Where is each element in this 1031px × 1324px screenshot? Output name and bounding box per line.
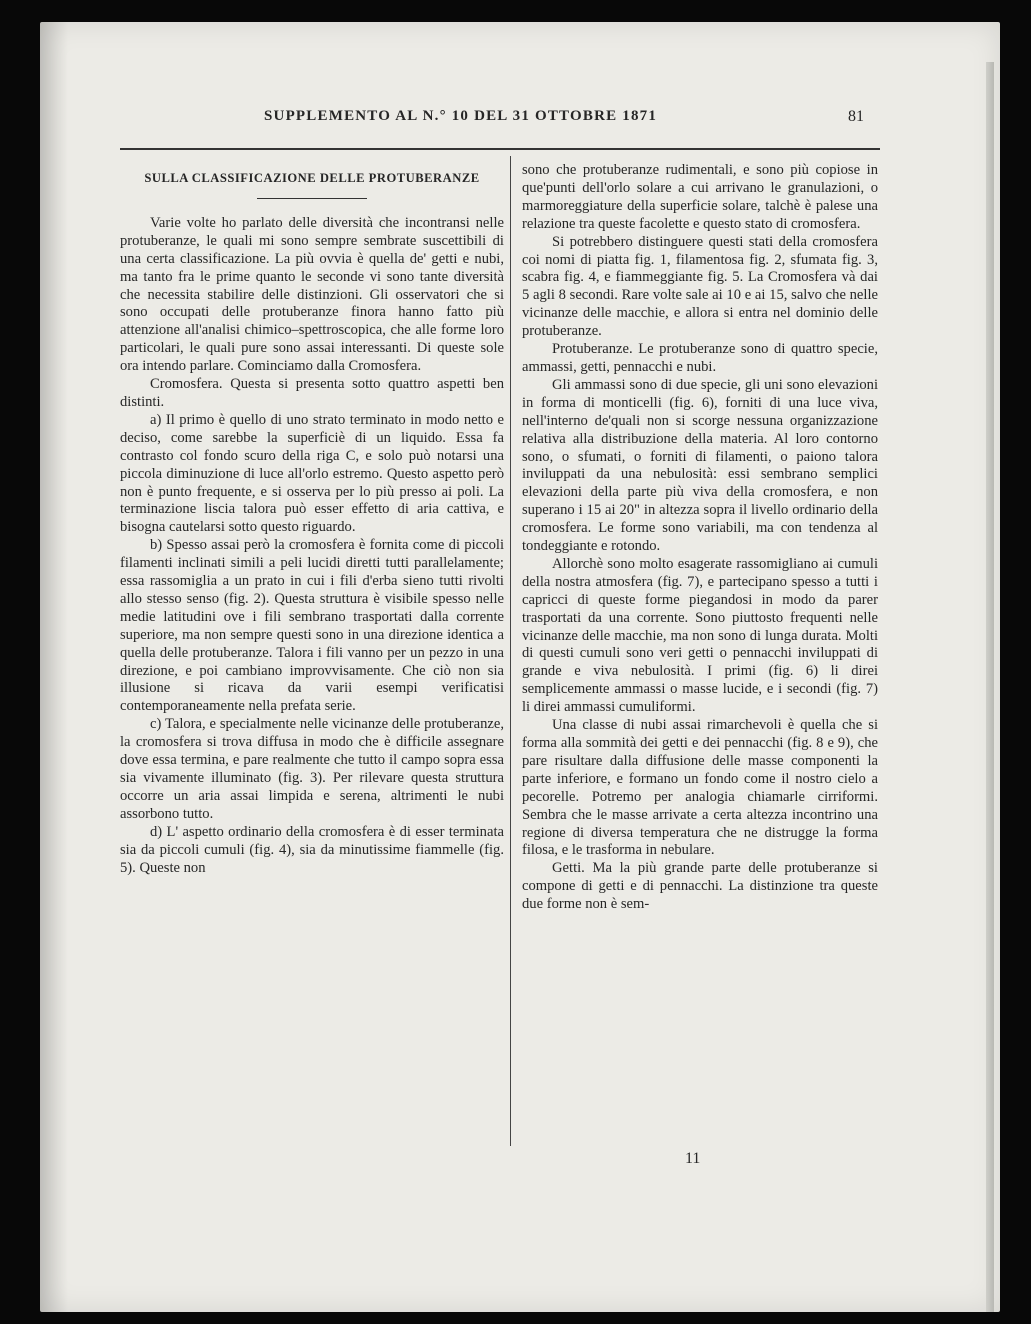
paragraph: Protuberanze. Le protuberanze sono di quattro specie, ammassi, getti, pennacchi e nubi. (522, 341, 878, 375)
gutter-shadow (40, 22, 68, 1312)
header-rule (120, 148, 880, 150)
column-divider (510, 156, 511, 1146)
paragraph: c) Talora, e specialmente nelle vicinanze delle protuberanze, la cromosfera si trova diffusa in modo che è difficile assegnare dove essa termina, e pare realmente che tutto il campo sopra essa sia vivamente illuminato (fig. 3). Per rilevare questa struttura occorre un aria assai limpida e serena, altrimenti le nubi assorbono tutto. (120, 716, 504, 822)
running-header (116, 106, 864, 134)
paragraph: d) L' aspetto ordinario della cromosfera è di esser terminata sia da piccoli cumuli (fig. 4), sia da minutissime fiammelle (fig. 5). Queste non (120, 823, 504, 876)
paragraph: Cromosfera. Questa si presenta sotto quattro aspetti ben distinti. (120, 376, 504, 410)
paragraph: b) Spesso assai però la cromosfera è fornita come di piccoli filamenti inclinati simili a peli lucidi diretti tutti parallelamente; essa rassomiglia a un prato in cui i fili d'erba sieno tutti rivolti allo stesso senso (fig. 2). Questa struttura è visibile spesso nelle medie latitudini ove i fili sembrano trasportati dalla corrente superiore, ma non sempre questi sono in una direzione identica a quella delle protuberanze. Talora i fili vanno per un pezzo in una direzione, e poi cambiano improvvisamente. Che ciò non sia illusione si ricava da varii esempi verificatisi contemporaneamente nella prefata serie. (120, 537, 504, 715)
paragraph: Gli ammassi sono di due specie, gli uni sono elevazioni in forma di monticelli (fig. 6), forniti di una luce viva, nell'interno de'quali non si scorge nessuna organizzazione relativa alla distribuzione della materia. Al loro contorno sono, o sfumati, o forniti di filamenti, o paiono talora inviluppati da una nebulosità: essi sembrano semplici elevazioni della parte più viva della cromosfera, e non superano i 15 ai 20" in altezza sopra il livello ordinario della cromosfera. Le forme sono variabili, ma con tendenza al tondeggiante e rotondo. (522, 376, 878, 555)
title-rule (257, 198, 367, 199)
section-title: SULLA CLASSIFICAZIONE DELLE PROTUBERANZE (144, 171, 480, 185)
right-column (522, 162, 878, 914)
paragraph: Allorchè sono molto esagerate rassomigliano ai cumuli della nostra atmosfera (fig. 7), e partecipano spesso a tutti i capricci di queste forme piegandosi in modo da parer trasportati da una corrente. Sono piuttosto frequenti nelle vicinanze delle macchie, ma non sono di lunga durata. Molti di questi cumuli sono veri getti o pennacchi inviluppati di grande e viva nebulosità. I primi (fig. 6) li direi semplicemente ammassi o masse lucide, e i secondi (fig. 7) li direi ammassi cumuliformi. (522, 555, 878, 716)
page-edge (986, 62, 994, 1312)
page-number: 81 (848, 108, 864, 125)
paragraph: Si potrebbero distinguere questi stati della cromosfera coi nomi di piatta fig. 1, filamentosa fig. 2, sfumata fig. 3, scabra fig. 4, e fiammeggiante fig. 5. La Cromosfera và dai 5 agli 8 secondi. Rare volte sale ai 10 e ai 15, salvo che nelle vicinanze delle macchie, e allora si entra nel dominio delle protuberanze. (522, 233, 878, 340)
paragraph: Varie volte ho parlato delle diversità che incontransi nelle protuberanze, le quali mi sono sempre sembrate suscettibili di una certa classificazione. La più ovvia è quella de' getti e nubi, ma tanto fra le prime quanto le seconde vi sono tante diversità che necessita stabilire delle distinzioni. Gli osservatori che si sono occupati delle protuberanze finora hanno fatto più attenzione all'analisi chimico–spettroscopica, che alle forme loro particolari, le quali pure sono assai interessanti. Di queste sole ora intendo parlare. Cominciamo dalla Cromosfera. (120, 214, 504, 375)
left-column (120, 170, 504, 877)
paper-page (40, 22, 1000, 1312)
paragraph: a) Il primo è quello di uno strato terminato in modo netto e deciso, come sarebbe la superficiè di un liquido. Essa fa contrasto col fondo scuro della riga C, e solo può notarsi una piccola diminuzione di luce all'orlo estremo. Questo aspetto però non è punto frequente, e si osserva per lo più presso ai poli. La terminazione liscia talora può esser effetto di aria cattiva, e bisogna cautelarsi sotto questo riguardo. (120, 411, 504, 536)
paragraph: Una classe di nubi assai rimarchevoli è quella che si forma alla sommità dei getti e dei pennacchi (fig. 8 e 9), che pare risultare dalla diffusione delle masse componenti la parte inferiore, e formano un fondo come il nostro cielo a pecorelle. Potremo per analogia chiamarle cirriformi. Sembra che le masse arrivate a certa altezza incontrino una regione di diversa temperatura che ne distrugge la forma filosa, e le trasforma in nebulare. (522, 717, 878, 859)
folio-signature: 11 (685, 1150, 701, 1167)
running-header-title: SUPPLEMENTO AL N.° 10 DEL 31 OTTOBRE 1871 (264, 108, 658, 124)
paragraph: sono che protuberanze rudimentali, e sono più copiose in que'punti dell'orlo solare a cui arrivano le granulazioni, o marmoreggiature della superficie solare, talchè è palese una relazione tra queste facolette e questo stato di cromosfera. (522, 162, 878, 232)
paragraph: Getti. Ma la più grande parte delle protuberanze si compone di getti e di pennacchi. La distinzione tra queste due forme non è sem- (522, 860, 878, 913)
